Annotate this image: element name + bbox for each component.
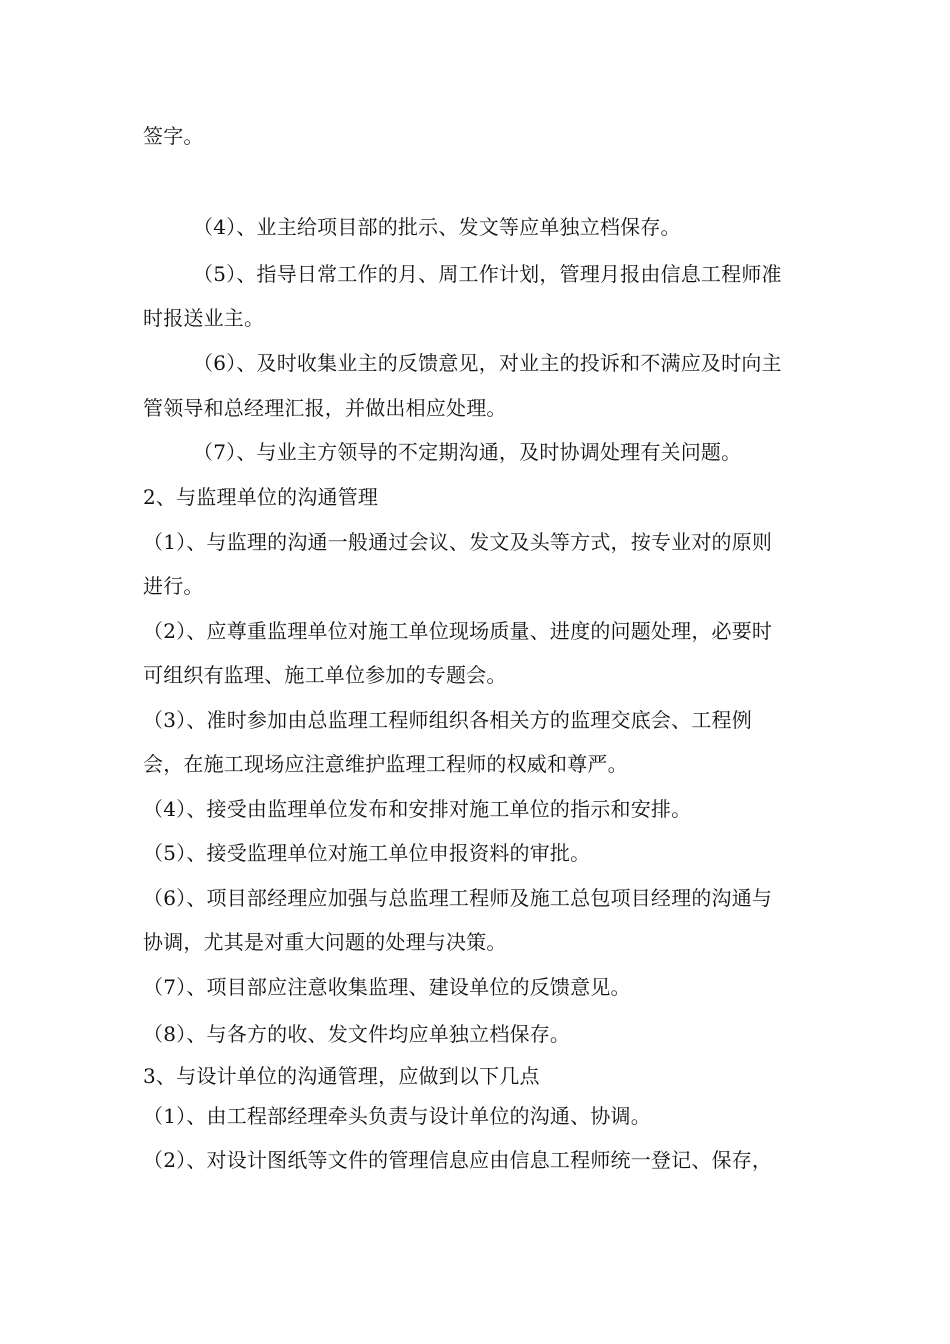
text-line: （7）、项目部应注意收集监理、建设单位的反馈意见。 (143, 975, 631, 999)
text-line: 进行。 (143, 574, 204, 598)
text-line: 协调，尤其是对重大问题的处理与决策。 (143, 930, 507, 954)
text-line: （3）、准时参加由总监理工程师组织各相关方的监理交底会、工程例 (143, 708, 752, 732)
text-line: （1）、与监理的沟通一般通过会议、发文及头等方式，按专业对的原则 (143, 530, 773, 554)
text-line: （6）、项目部经理应加强与总监理工程师及施工总包项目经理的沟通与 (143, 886, 773, 910)
text-line: 可组织有监理、施工单位参加的专题会。 (143, 663, 507, 687)
text-line: （6）、及时收集业主的反馈意见，对业主的投诉和不满应及时向主 (193, 351, 782, 375)
text-line: （2）、对设计图纸等文件的管理信息应由信息工程师统一登记、保存， (143, 1148, 773, 1172)
text-line: （5）、接受监理单位对施工单位申报资料的审批。 (143, 841, 591, 865)
text-line: （4）、业主给项目部的批示、发文等应单独立档保存。 (193, 215, 681, 239)
text-line: （1）、由工程部经理牵头负责与设计单位的沟通、协调。 (143, 1104, 651, 1128)
text-line: （4）、接受由监理单位发布和安排对施工单位的指示和安排。 (143, 797, 692, 821)
section-heading: 3、与设计单位的沟通管理，应做到以下几点 (143, 1064, 540, 1088)
text-line: （7）、与业主方领导的不定期沟通，及时协调处理有关问题。 (193, 440, 742, 464)
text-line: 会，在施工现场应注意维护监理工程师的权威和尊严。 (143, 752, 628, 776)
text-line: （2）、应尊重监理单位对施工单位现场质量、进度的问题处理，必要时 (143, 619, 773, 643)
text-line: 签字。 (143, 124, 204, 148)
text-line: 管领导和总经理汇报，并做出相应处理。 (143, 396, 507, 420)
text-line: （8）、与各方的收、发文件均应单独立档保存。 (143, 1022, 571, 1046)
text-line: 时报送业主。 (143, 306, 265, 330)
text-line: （5）、指导日常工作的月、周工作计划，管理月报由信息工程师准 (193, 262, 782, 286)
section-heading: 2、与监理单位的沟通管理 (143, 485, 379, 509)
